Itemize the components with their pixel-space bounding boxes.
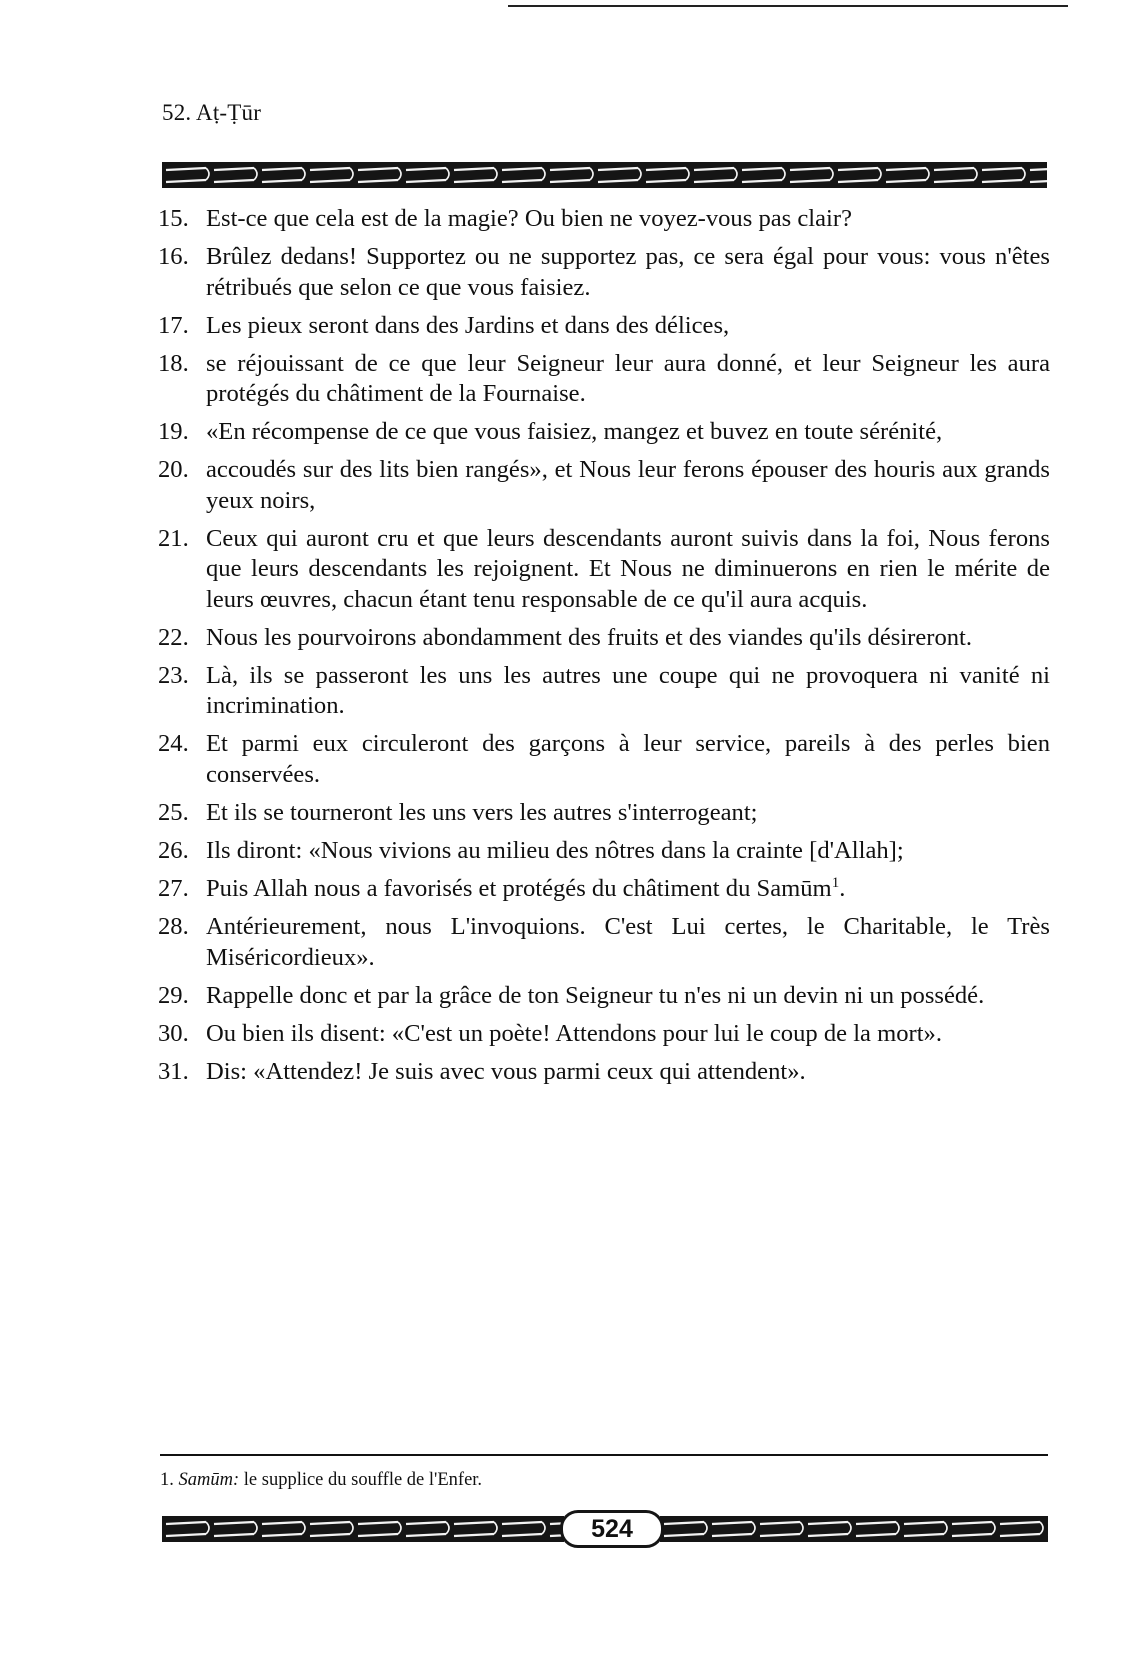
verse-text: accoudés sur des lits bien rangés», et Nous leur ferons épouser des houris aux grands yeux noirs, (206, 456, 1050, 514)
page-number: 524 (560, 1510, 664, 1548)
verse-text: Dis: «Attendez! Je suis avec vous parmi ceux qui attendent». (206, 1057, 806, 1085)
verse-number: 26. (158, 836, 189, 864)
verse-number: 29. (158, 981, 189, 1009)
footnote-rule (160, 1454, 1048, 1456)
verse-number: 22. (158, 623, 189, 651)
verse-number: 31. (158, 1057, 189, 1085)
verse-text: Et ils se tourneront les uns vers les autres s'interrogeant; (206, 799, 758, 826)
bottom-ornament-band-right (660, 1516, 1048, 1542)
verse-text: Brûlez dedans! Supportez ou ne supportez pas, ce sera égal pour vous: vous n'êtes rétribués que selon ce que vous faisiez. (206, 242, 1050, 301)
footnote-text: le supplice du souffle de l'Enfer. (243, 1470, 483, 1490)
verse-text: se réjouissant de ce que leur Seigneur leur aura donné, et leur Seigneur les aura protégés du châtiment de la Fournaise. (206, 349, 1050, 408)
verse-number: 30. (158, 1019, 189, 1047)
ornament-pattern (660, 1516, 1048, 1542)
verse-number: 21. (158, 524, 189, 552)
footnote-marker: 1. (160, 1470, 174, 1490)
verse-text: Nous les pourvoirons abondamment des fruits et des viandes qu'ils désireront. (206, 623, 973, 651)
verse (158, 524, 1050, 616)
verse (158, 417, 1050, 448)
footnote-ref: 1 (831, 874, 840, 891)
verse-number: 19. (158, 418, 189, 446)
verse-number: 15. (158, 205, 189, 232)
verse-text: Ils diront: «Nous vivions au milieu des nôtres dans la crainte [d'Allah]; (206, 836, 904, 864)
ornament-pattern (162, 1516, 564, 1542)
verse (158, 311, 1050, 342)
verse (158, 836, 1050, 867)
verse (158, 204, 1050, 235)
verse-number: 17. (158, 311, 189, 339)
verse-number: 27. (158, 874, 189, 902)
verse-number: 28. (158, 912, 189, 940)
verse (158, 981, 1050, 1012)
verse-text-body: Puis Allah nous a favorisés et protégés du châtiment du Samūm (206, 874, 832, 902)
verse (158, 455, 1050, 516)
verse-number: 20. (158, 456, 189, 484)
verse (158, 729, 1050, 790)
verse-text (206, 874, 1050, 905)
verse-number: 18. (158, 349, 189, 377)
top-rule (508, 5, 1068, 7)
verse (158, 349, 1050, 410)
verse-text: Et parmi eux circuleront des garçons à leur service, pareils à des perles bien conservées. (206, 730, 1050, 789)
verse (158, 1057, 1050, 1088)
verse (158, 661, 1050, 722)
verse-list (158, 204, 1050, 1094)
verse-number: 16. (158, 242, 189, 270)
verse-text: Ou bien ils disent: «C'est un poète! Attendons pour lui le coup de la mort». (206, 1019, 942, 1047)
verse-text: Ceux qui auront cru et que leurs descendants auront suivis dans la foi, Nous ferons que leurs descendants les rejoignent. Et Nous ne diminuerons en rien le mérite de leurs œuvres, chacun étant tenu responsable de ce qu'il aura acquis. (206, 524, 1050, 613)
verse (158, 874, 1050, 905)
verse (158, 623, 1050, 654)
verse-text: Est-ce que cela est de la magie? Ou bien ne voyez-vous pas clair? (206, 205, 852, 232)
verse-number: 24. (158, 730, 189, 758)
verse-text-end: . (839, 874, 846, 902)
bottom-ornament-band-left (162, 1516, 564, 1542)
verse (158, 242, 1050, 303)
verse (158, 798, 1050, 829)
verse-text: Les pieux seront dans des Jardins et dans des délices, (206, 311, 730, 339)
verse-text: «En récompense de ce que vous faisiez, mangez et buvez en toute sérénité, (206, 418, 943, 446)
footnote (160, 1470, 482, 1491)
verse-number: 23. (158, 661, 189, 689)
page-header: 52. Aṭ-Ṭūr (162, 100, 262, 125)
verse-number: 25. (158, 799, 189, 826)
verse-text: Là, ils se passeront les uns les autres une coupe qui ne provoquera ni vanité ni incrimination. (206, 661, 1050, 720)
verse-text: Antérieurement, nous L'invoquions. C'est Lui certes, le Charitable, le Très Miséricordieux». (206, 912, 1050, 971)
verse (158, 912, 1050, 973)
top-ornament-band (162, 162, 1047, 188)
ornament-pattern (162, 162, 1047, 188)
verse (158, 1019, 1050, 1050)
footnote-term: Samūm: (178, 1470, 240, 1490)
verse-text: Rappelle donc et par la grâce de ton Seigneur tu n'es ni un devin ni un possédé. (206, 981, 985, 1009)
